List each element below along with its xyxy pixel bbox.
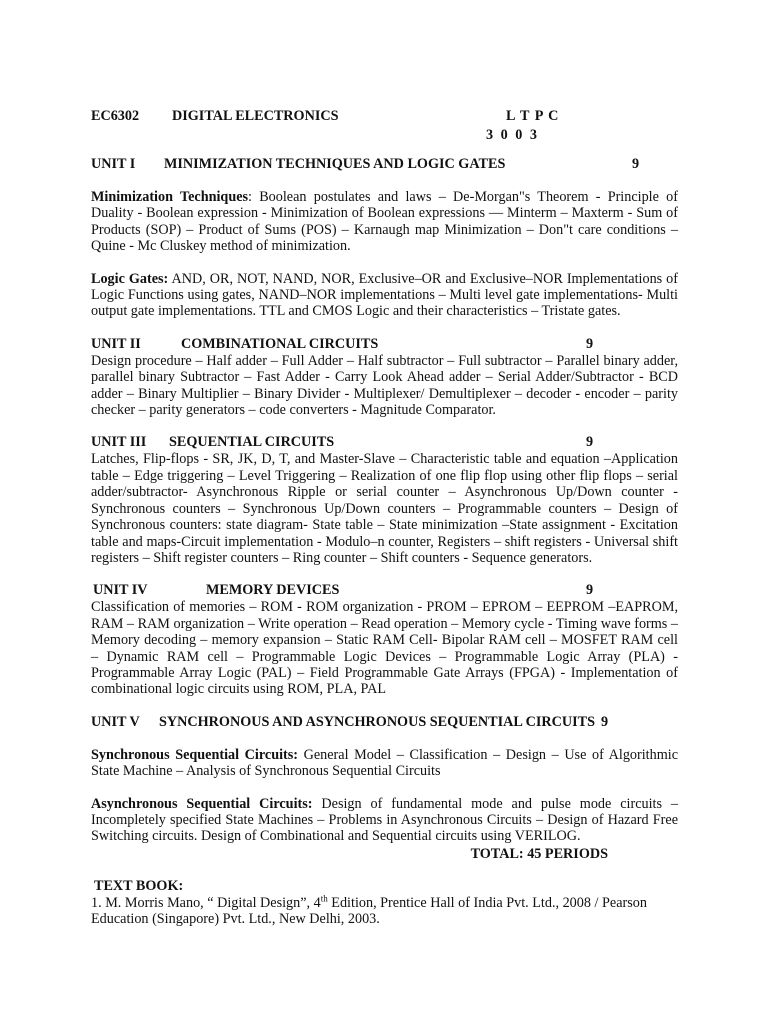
unit-label: UNIT II: [91, 335, 141, 352]
unit-title: MEMORY DEVICES: [206, 582, 340, 599]
unit-title: SYNCHRONOUS AND ASYNCHRONOUS SEQUENTIAL CIRCUITS: [159, 713, 595, 730]
paragraph-text: : Boolean postulates and laws – De-Morgan"s Theorem - Principle of Duality - Boolean expression - Minimization of Boolean expressions –– Minterm – Maxterm - Sum of Products (SOP) – Product of Sums (POS) – Karnaugh map Minimization – Don"t care conditions – Quine - Mc Cluskey method of minimization.: [91, 189, 678, 255]
unit-1-paragraph-2: [91, 271, 678, 320]
total-periods: TOTAL: 45 PERIODS: [470, 845, 608, 862]
syllabus-page: [91, 108, 678, 927]
unit-label: UNIT IV: [93, 582, 148, 599]
unit-hours: 9: [586, 335, 594, 352]
unit-title: COMBINATIONAL CIRCUITS: [181, 335, 379, 352]
unit-3-body: Latches, Flip-flops - SR, JK, D, T, and Master-Slave – Characteristic table and equation –Application table – Edge triggering – Level Triggering – Realization of one flip flop using other flip flops – serial adder/subtractor- Asynchronous Ripple or serial counter – Asynchronous Up/Down counter - Synchronous counters – Synchronous Up/Down counters – Programmable counters – Design of Synchronous counters: state diagram- State table – State minimization –State assignment - Excitation table and maps-Circuit implementation - Modulo–n counter, Registers – shift registers - Universal shift registers – Shift register counters – Ring counter – Shift counters - Sequence generators.: [91, 451, 678, 566]
unit-hours: 9: [586, 582, 594, 599]
unit-title: MINIMIZATION TECHNIQUES AND LOGIC GATES: [164, 156, 506, 172]
textbook-entry-text-rest: Edition, Prentice Hall of India Pvt. Ltd., 2008 / Pearson Education (Singapore) Pvt. Ltd., New Delhi, 2003.: [91, 894, 647, 927]
paragraph-text: Design of fundamental mode and pulse mode circuits – Incompletely specified State Machines – Problems in Asynchronous Circuits – Design of Hazard Free Switching circuits. Design of Combinational and Sequential circuits using VERILOG.: [91, 795, 679, 845]
paragraph-lead: Synchronous Sequential Circuits:: [91, 746, 298, 763]
unit-5-heading: [91, 714, 678, 731]
course-code: EC6302: [91, 108, 140, 124]
unit-5-paragraph-1: [91, 747, 678, 780]
paragraph-text: General Model – Classification – Design – Use of Algorithmic State Machine – Analysis of Synchronous Sequential Circuits: [91, 746, 678, 780]
unit-1-heading: [91, 156, 678, 173]
course-header: [91, 108, 678, 125]
textbook-heading: TEXT BOOK:: [94, 878, 184, 895]
unit-label: UNIT III: [91, 434, 147, 451]
unit-2-heading: [91, 336, 678, 353]
unit-label: UNIT I: [91, 156, 136, 172]
textbook-entry-sup: th: [320, 892, 328, 903]
ltpc-values: 3 0 0 3: [486, 127, 540, 143]
course-name: DIGITAL ELECTRONICS: [172, 108, 339, 124]
unit-4-heading: [91, 582, 678, 599]
unit-label: UNIT V: [91, 713, 140, 730]
paragraph-lead: Asynchronous Sequential Circuits:: [91, 795, 313, 812]
ltpc-values-row: [91, 125, 678, 142]
unit-2-body: Design procedure – Half adder – Full Adder – Half subtractor – Full subtractor – Parallel binary adder, parallel binary Subtractor – Fast Adder - Carry Look Ahead adder – Serial Adder/Subtractor - BCD adder – Binary Multiplier – Binary Divider - Multiplexer/ Demultiplexer – decoder - encoder – parity checker – parity generators – code converters - Magnitude Comparator.: [91, 352, 678, 419]
unit-4-body: Classification of memories – ROM - ROM organization - PROM – EPROM – EEPROM –EAPROM, RAM – RAM organization – Write operation – Read operation – Memory cycle - Timing wave forms – Memory decoding – memory expansion – Static RAM Cell- Bipolar RAM cell – MOSFET RAM cell – Dynamic RAM cell – Programmable Logic Devices – Programmable Logic Array (PLA) - Programmable Array Logic (PAL) – Field Programmable Gate Arrays (FPGA) - Implementation of combinational logic circuits using ROM, PLA, PAL: [91, 599, 678, 698]
unit-3-heading: [91, 434, 678, 451]
paragraph-text: AND, OR, NOT, NAND, NOR, Exclusive–OR and Exclusive–NOR Implementations of Logic Functions using gates, NAND–NOR implementations – Multi level gate implementations- Multi output gate implementations. TTL and CMOS Logic and their characteristics – Tristate gates.: [91, 270, 678, 320]
unit-5-paragraph-2: [91, 796, 678, 845]
ltpc-label: L T P C: [506, 108, 560, 124]
unit-title: SEQUENTIAL CIRCUITS: [169, 434, 335, 451]
unit-1-paragraph-1: [91, 189, 678, 255]
unit-hours: 9: [632, 156, 640, 172]
unit-hours: 9: [601, 713, 609, 730]
textbook-entry: [91, 892, 651, 928]
paragraph-lead: Minimization Techniques: [91, 189, 249, 205]
unit-hours: 9: [586, 434, 594, 451]
textbook-entry-text: 1. M. Morris Mano, “ Digital Design”, 4: [91, 894, 321, 911]
paragraph-lead: Logic Gates:: [91, 270, 169, 287]
